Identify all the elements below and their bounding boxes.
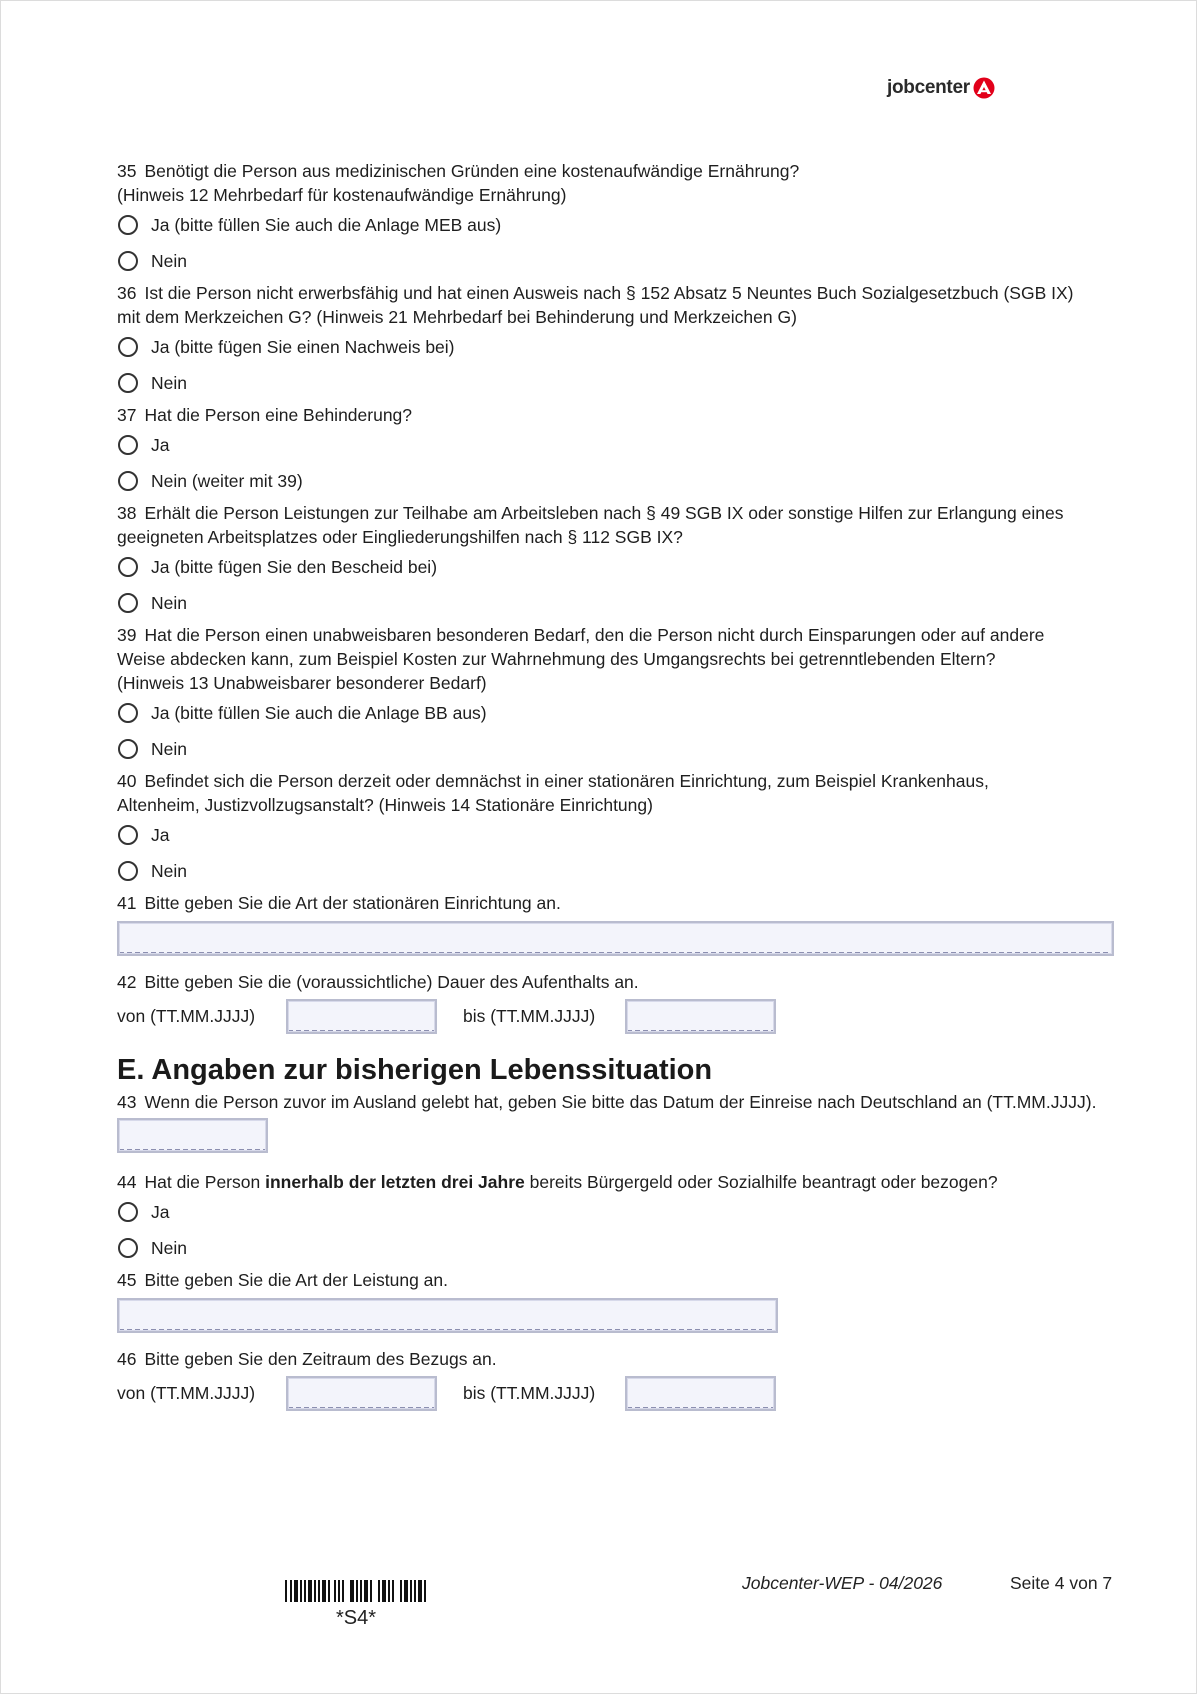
option-no[interactable]: Nein (weiter mit 39): [117, 463, 1137, 499]
stay-to-date-input[interactable]: [625, 999, 776, 1034]
radio-button[interactable]: [118, 1238, 138, 1258]
question-text-cont: Altenheim, Justizvollzugsanstalt? (Hinweis 14 Stationäre Einrichtung): [117, 795, 653, 815]
question-46: [117, 1347, 1137, 1413]
date-range-row: [117, 1373, 1137, 1413]
entry-date-input[interactable]: [117, 1118, 268, 1153]
question-38: [117, 501, 1137, 621]
barcode-text: *S4*: [335, 1607, 377, 1629]
question-40: [117, 769, 1137, 889]
option-yes[interactable]: Ja: [117, 817, 1137, 853]
question-41: [117, 891, 1137, 956]
option-yes[interactable]: Ja (bitte füllen Sie auch die Anlage BB aus): [117, 695, 1137, 731]
question-35: [117, 159, 1137, 279]
from-date-label: von (TT.MM.JJJJ): [117, 1383, 256, 1403]
benefit-type-input[interactable]: [117, 1298, 778, 1333]
option-yes[interactable]: Ja (bitte fügen Sie den Bescheid bei): [117, 549, 1137, 585]
question-text: 42 Bitte geben Sie die (voraussichtliche) Dauer des Aufenthalts an.: [117, 972, 639, 992]
option-yes[interactable]: Ja (bitte füllen Sie auch die Anlage MEB aus): [117, 207, 1137, 243]
option-no[interactable]: Nein: [117, 365, 1137, 401]
question-42: [117, 970, 1137, 1036]
radio-button[interactable]: [118, 1202, 138, 1222]
question-39: [117, 623, 1137, 767]
jobcenter-logo-icon: [973, 77, 995, 99]
question-hint: (Hinweis 12 Mehrbedarf für kostenaufwändige Ernährung): [117, 185, 567, 205]
option-no[interactable]: Nein: [117, 853, 1137, 889]
question-text: 41 Bitte geben Sie die Art der stationären Einrichtung an.: [117, 893, 561, 913]
section-title: E. Angaben zur bisherigen Lebenssituation: [117, 1054, 713, 1086]
form-identifier: Jobcenter-WEP - 04/2026: [742, 1573, 943, 1593]
option-no[interactable]: Nein: [117, 731, 1137, 767]
to-date-label: bis (TT.MM.JJJJ): [463, 1006, 596, 1026]
date-range-row: [117, 996, 1137, 1036]
option-no[interactable]: Nein: [117, 1230, 1137, 1266]
radio-button[interactable]: [118, 251, 138, 271]
radio-button[interactable]: [118, 825, 138, 845]
radio-button[interactable]: [118, 471, 138, 491]
question-text: 39 Hat die Person einen unabweisbaren besonderen Bedarf, den die Person nicht durch Einsparungen oder auf andere: [117, 625, 1045, 645]
question-text: 43 Wenn die Person zuvor im Ausland gelebt hat, geben Sie bitte das Datum der Einreise nach Deutschland an (TT.MM.JJJJ).: [117, 1092, 1097, 1112]
question-text-cont: Weise abdecken kann, zum Beispiel Kosten zur Wahrnehmung des Umgangsrechts bei getrenntlebenden Eltern?: [117, 649, 996, 669]
radio-button[interactable]: [118, 373, 138, 393]
question-text: 38 Erhält die Person Leistungen zur Teilhabe am Arbeitsleben nach § 49 SGB IX oder sonstige Hilfen zur Erlangung eines: [117, 503, 1064, 523]
form-content: [117, 159, 1137, 1413]
question-hint: (Hinweis 13 Unabweisbarer besonderer Bedarf): [117, 673, 487, 693]
radio-button[interactable]: [118, 593, 138, 613]
option-yes[interactable]: Ja (bitte fügen Sie einen Nachweis bei): [117, 329, 1137, 365]
question-text: 45 Bitte geben Sie die Art der Leistung an.: [117, 1270, 449, 1290]
radio-button[interactable]: [118, 215, 138, 235]
question-text: 46 Bitte geben Sie den Zeitraum des Bezugs an.: [117, 1349, 497, 1369]
barcode-icon: [285, 1580, 427, 1602]
logo-text: jobcenter: [887, 77, 970, 98]
stay-from-date-input[interactable]: [286, 999, 437, 1034]
question-44: [117, 1170, 1137, 1266]
option-yes[interactable]: Ja: [117, 1194, 1137, 1230]
option-yes[interactable]: Ja: [117, 427, 1137, 463]
question-text: 44 Hat die Person innerhalb der letzten drei Jahre bereits Bürgergeld oder Sozialhilfe beantragt oder bezogen?: [117, 1172, 998, 1192]
question-text-cont: mit dem Merkzeichen G? (Hinweis 21 Mehrbedarf bei Behinderung und Merkzeichen G): [117, 307, 797, 327]
radio-button[interactable]: [118, 861, 138, 881]
question-text: 35 Benötigt die Person aus medizinischen Gründen eine kostenaufwändige Ernährung?: [117, 161, 800, 181]
radio-button[interactable]: [118, 557, 138, 577]
question-37: [117, 403, 1137, 499]
jobcenter-logo: [887, 77, 995, 99]
option-no[interactable]: Nein: [117, 585, 1137, 621]
radio-button[interactable]: [118, 435, 138, 455]
radio-button[interactable]: [118, 337, 138, 357]
benefit-from-date-input[interactable]: [286, 1376, 437, 1411]
to-date-label: bis (TT.MM.JJJJ): [463, 1383, 596, 1403]
page-number: Seite 4 von 7: [1010, 1573, 1113, 1593]
question-text: 36 Ist die Person nicht erwerbsfähig und hat einen Ausweis nach § 152 Absatz 5 Neuntes Buch Sozialgesetzbuch (SGB IX): [117, 283, 1074, 303]
radio-button[interactable]: [118, 739, 138, 759]
radio-button[interactable]: [118, 703, 138, 723]
benefit-to-date-input[interactable]: [625, 1376, 776, 1411]
question-text: 37 Hat die Person eine Behinderung?: [117, 405, 413, 425]
option-no[interactable]: Nein: [117, 243, 1137, 279]
from-date-label: von (TT.MM.JJJJ): [117, 1006, 256, 1026]
facility-type-input[interactable]: [117, 921, 1114, 956]
question-36: [117, 281, 1137, 401]
question-45: [117, 1268, 1137, 1333]
question-text: 40 Befindet sich die Person derzeit oder demnächst in einer stationären Einrichtung, zum Beispiel Krankenhaus,: [117, 771, 989, 791]
question-text-cont: geeigneten Arbeitsplatzes oder Eingliederungshilfen nach § 112 SGB IX?: [117, 527, 683, 547]
question-43: [117, 1090, 1137, 1153]
